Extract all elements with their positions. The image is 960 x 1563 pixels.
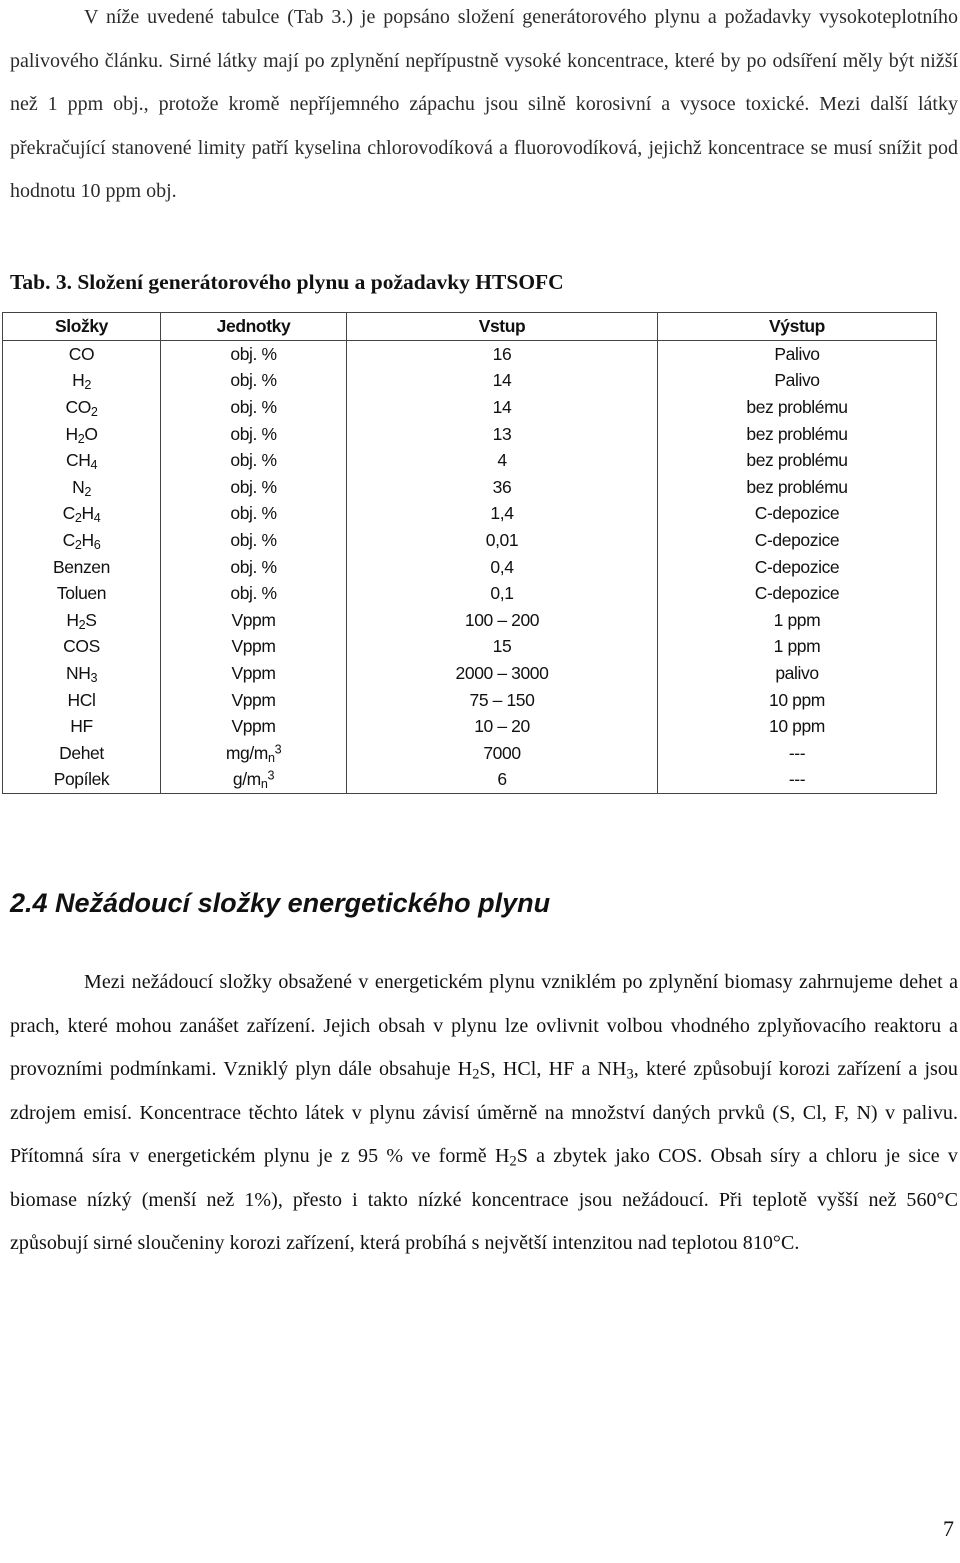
table-row <box>3 394 937 421</box>
table-caption: Tab. 3. Složení generátorového plynu a požadavky HTSOFC <box>10 270 564 294</box>
table-row <box>3 553 937 580</box>
header-input: Vstup <box>347 313 658 341</box>
input-value-cell: 36 <box>347 474 658 501</box>
page-number: 7 <box>943 1516 954 1541</box>
table-row <box>3 713 937 740</box>
component-cell: $H_2S$ <box>3 607 161 634</box>
unit-cell: Vppm <box>161 713 347 740</box>
output-value-cell: bez problému <box>658 394 937 421</box>
unit-cell: $g/m_n^3$ <box>161 766 347 793</box>
component-cell: HCl <box>3 686 161 713</box>
component-cell: Popílek <box>3 766 161 793</box>
composition-table <box>2 312 937 794</box>
output-value-cell: C-depozice <box>658 553 937 580</box>
table-row <box>3 607 937 634</box>
table-row <box>3 527 937 554</box>
header-units: Jednotky <box>161 313 347 341</box>
table-row <box>3 340 937 367</box>
component-cell: COS <box>3 633 161 660</box>
output-value-cell: C-depozice <box>658 527 937 554</box>
component-cell: $H_2O$ <box>3 420 161 447</box>
unit-cell: obj. % <box>161 527 347 554</box>
component-cell: $CH_4$ <box>3 447 161 474</box>
input-value-cell: 7000 <box>347 740 658 767</box>
output-value-cell: --- <box>658 740 937 767</box>
component-cell: $NH_3$ <box>3 660 161 687</box>
output-value-cell: C-depozice <box>658 500 937 527</box>
output-value-cell: palivo <box>658 660 937 687</box>
header-components: Složky <box>3 313 161 341</box>
output-value-cell: C-depozice <box>658 580 937 607</box>
component-cell: $N_2$ <box>3 474 161 501</box>
unit-cell: obj. % <box>161 394 347 421</box>
table-header-row <box>3 313 937 341</box>
input-value-cell: 10 – 20 <box>347 713 658 740</box>
table-row <box>3 660 937 687</box>
input-value-cell: 6 <box>347 766 658 793</box>
input-value-cell: 75 – 150 <box>347 686 658 713</box>
unit-cell: obj. % <box>161 580 347 607</box>
intro-paragraph: V níže uvedené tabulce (Tab 3.) je popsáno složení generátorového plynu a požadavky vysokoteplotního palivového článku. Sirné látky mají po zplynění nepřípustně vysoké koncentrace, které by po odsíření měly být nižší než 1 ppm obj., protože kromě nepříjemného zápachu jsou silně korosivní a vysoce toxické. Mezi další látky překračující stanovené limity patří kyselina chlorovodíková a fluorovodíková, jejichž koncentrace se musí snížit pod hodnotu 10 ppm obj. <box>10 6 958 202</box>
unit-cell: obj. % <box>161 500 347 527</box>
input-value-cell: 1,4 <box>347 500 658 527</box>
input-value-cell: 0,01 <box>347 527 658 554</box>
output-value-cell: 10 ppm <box>658 686 937 713</box>
input-value-cell: 16 <box>347 340 658 367</box>
unit-cell: obj. % <box>161 474 347 501</box>
table-row <box>3 580 937 607</box>
component-cell: Dehet <box>3 740 161 767</box>
component-cell: $CO_2$ <box>3 394 161 421</box>
input-value-cell: 4 <box>347 447 658 474</box>
unit-cell: Vppm <box>161 660 347 687</box>
unit-cell: obj. % <box>161 420 347 447</box>
component-cell: $C_2H_4$ <box>3 500 161 527</box>
input-value-cell: 0,1 <box>347 580 658 607</box>
output-value-cell: 1 ppm <box>658 633 937 660</box>
output-value-cell: bez problému <box>658 474 937 501</box>
table-row <box>3 447 937 474</box>
input-value-cell: 13 <box>347 420 658 447</box>
input-value-cell: 2000 – 3000 <box>347 660 658 687</box>
output-value-cell: bez problému <box>658 420 937 447</box>
section-paragraph: Mezi nežádoucí složky obsažené v energetickém plynu vzniklém po zplynění biomasy zahrnujeme dehet a prach, které mohou zanášet zařízení. Jejich obsah v plynu lze ovlivnit volbou vhodného zplyňovacího reaktoru a provozními podmínkami. Vzniklý plyn dále obsahuje $H_2S$, HCl, HF a $NH_3$, které způsobují korozi zařízení a jsou zdrojem emisí. Koncentrace těchto látek v plynu závisí úměrně na množství daných prvků (S, Cl, F, N) v palivu. Přítomná síra v energetickém plynu je z 95 % ve formě $H_2S$ a zbytek jako COS. Obsah síry a chloru je sice v biomase nízký (menší než 1%), přesto i takto nízké koncentrace jsou nežádoucí. Při teplotě vyšší než 560°C způsobují sirné sloučeniny korozi zařízení, která probíhá s největší intenzitou nad teplotou 810°C. <box>10 971 958 1254</box>
table-body <box>3 340 937 793</box>
unit-cell: obj. % <box>161 367 347 394</box>
input-value-cell: 14 <box>347 367 658 394</box>
input-value-cell: 100 – 200 <box>347 607 658 634</box>
component-cell: Benzen <box>3 553 161 580</box>
component-cell: $H_2$ <box>3 367 161 394</box>
component-cell: CO <box>3 340 161 367</box>
input-value-cell: 15 <box>347 633 658 660</box>
unit-cell: obj. % <box>161 447 347 474</box>
unit-cell: Vppm <box>161 607 347 634</box>
output-value-cell: --- <box>658 766 937 793</box>
input-value-cell: 0,4 <box>347 553 658 580</box>
component-cell: HF <box>3 713 161 740</box>
component-cell: Toluen <box>3 580 161 607</box>
unit-cell: obj. % <box>161 340 347 367</box>
table-row <box>3 766 937 793</box>
output-value-cell: 10 ppm <box>658 713 937 740</box>
table-row <box>3 367 937 394</box>
output-value-cell: Palivo <box>658 367 937 394</box>
output-value-cell: Palivo <box>658 340 937 367</box>
table-row <box>3 420 937 447</box>
unit-cell: Vppm <box>161 686 347 713</box>
table-row <box>3 633 937 660</box>
table-row <box>3 686 937 713</box>
unit-cell: Vppm <box>161 633 347 660</box>
table-row <box>3 500 937 527</box>
table-row <box>3 740 937 767</box>
output-value-cell: 1 ppm <box>658 607 937 634</box>
table-row <box>3 474 937 501</box>
component-cell: $C_2H_6$ <box>3 527 161 554</box>
unit-cell: obj. % <box>161 553 347 580</box>
input-value-cell: 14 <box>347 394 658 421</box>
header-output: Výstup <box>658 313 937 341</box>
output-value-cell: bez problému <box>658 447 937 474</box>
section-heading: 2.4 Nežádoucí složky energetického plynu <box>10 888 551 918</box>
unit-cell: $mg/m_n^3$ <box>161 740 347 767</box>
